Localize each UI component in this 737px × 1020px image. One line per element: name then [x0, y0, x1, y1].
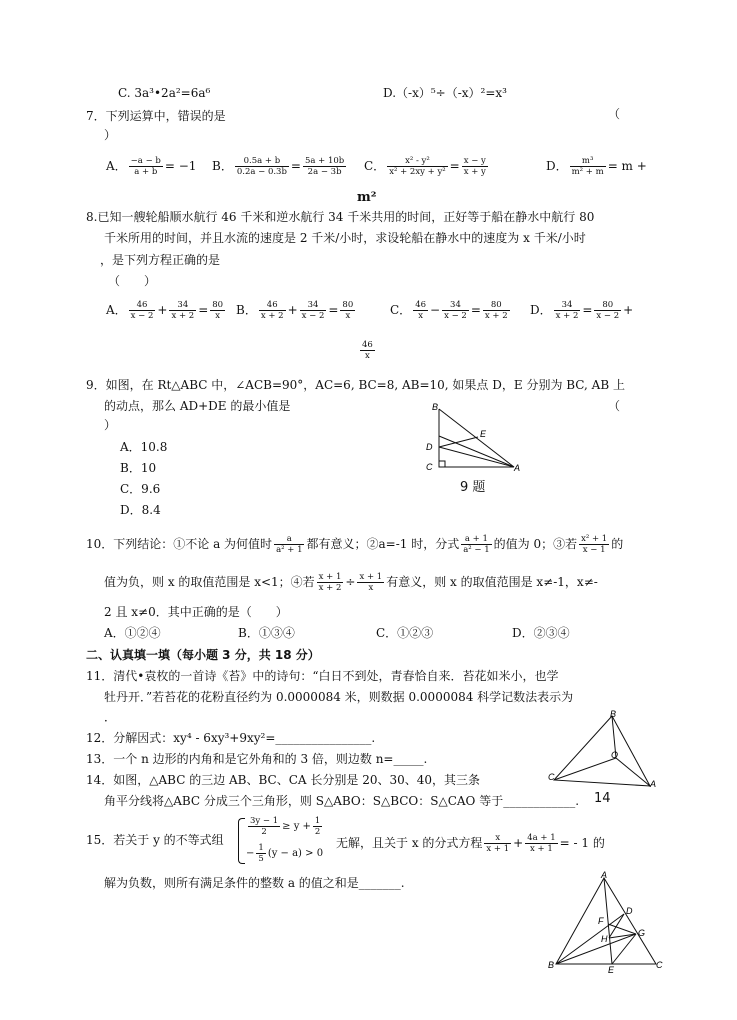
q14-number: 14	[594, 791, 611, 806]
q15-system-brace	[238, 818, 245, 864]
fig3-label-h: H	[601, 934, 608, 944]
q9-figure	[420, 400, 530, 475]
q9-label-b: B	[432, 402, 439, 412]
fig3-label-e: E	[608, 965, 615, 973]
q10-option-c: C．①②③	[376, 626, 434, 640]
q12-blank: ________________	[275, 731, 372, 745]
q12: 12．分解因式：xy⁴ - 6xy³+9xy²=________________.	[86, 731, 376, 745]
q14-label-a: A	[650, 779, 657, 788]
q15-line1-pre: 15．若关于 y 的不等式组	[86, 833, 224, 847]
q10-line2: 值为负，则 x 的取值范围是 x<1；④若 $\frac{x + 1}{x + 2}$ ÷ $\frac{x + 1}{x}$ 有意义，则 x 的取值范围是 x≠-1，x≠-	[104, 572, 598, 593]
q6-option-d: D.（-x）⁵÷（-x）²=x³	[383, 86, 507, 100]
q8-line2: 千米所用的时间，并且水流的速度是 2 千米/小时，求设轮船在静水中的速度为 x 千米/小时	[104, 231, 586, 245]
q7-option-b: B． $\frac{0.5a + b}{0.2a - 0.3b}$ = $\frac{5a + 10b}{2a - 3b}$	[212, 156, 345, 177]
q7-bracket-right: ）	[104, 128, 117, 142]
q13: 13．一个 n 边形的内角和是它外角和的 3 倍，则边数 n=_____.	[86, 752, 428, 766]
q9-caption: 9 题	[460, 480, 486, 495]
q8-option-d-tail: $\frac{46}{x}$	[362, 340, 373, 361]
q7-option-d: D． $\frac{\text{m³}}{\text{m² + m}}$ = m +	[546, 156, 647, 177]
q8-line1: 8.已知一艘轮船顺水航行 46 千米和逆水航行 34 千米共用的时间，正好等于船在静水中航行 80	[86, 210, 595, 224]
q14-label-b: B	[610, 709, 617, 719]
q8-bracket: （ ）	[108, 274, 157, 288]
q11-line1: 11．清代•袁枚的一首诗《苔》中的诗句：“白日不到处，青春恰自来．苔花如米小，也学	[86, 669, 559, 683]
q15-system-row2: − $\frac{1}{5}$ (y − a) > 0	[246, 843, 324, 864]
section-2-heading: 二、认真填一填（每小题 3 分，共 18 分）	[86, 648, 320, 662]
q9-line1: 9．如图，在 Rt△ABC 中，∠ACB=90°，AC=6, BC=8, AB=10, 如果点 D，E 分别为 BC, AB 上	[86, 378, 625, 392]
q14-line1: 14．如图，△ABC 的三边 AB、BC、CA 长分别是 20、30、40，其三条	[86, 773, 481, 787]
q14-label-c: C	[548, 772, 555, 782]
q8-option-b: B． $\frac{46}{x + 2}$ + $\frac{34}{x - 2}$ = $\frac{80}{x}$	[236, 300, 354, 321]
q9-option-b: B．10	[120, 461, 157, 475]
q10-option-b: B．①③④	[238, 626, 295, 640]
q14-figure	[540, 708, 660, 788]
q10-option-d: D．②③④	[512, 626, 570, 640]
q10-line3: 2 且 x≠0．其中正确的是（ ）	[104, 605, 288, 619]
fig3-label-c: C	[656, 960, 663, 970]
q9-label-e: E	[480, 429, 487, 439]
q15-line1-post: 无解，且关于 x 的分式方程 $\frac{x}{x + 1}$ + $\frac{4a + 1}{x + 1}$ = - 1 的	[336, 833, 605, 854]
q15-blank: _______	[358, 876, 401, 890]
fig3-label-b: B	[548, 960, 555, 970]
q11-line3: ．	[104, 710, 117, 724]
fig3-label-g: G	[638, 928, 646, 938]
q10-option-a: A．①②④	[104, 626, 161, 640]
q9-line2: 的动点，那么 AD+DE 的最小值是	[104, 399, 291, 413]
q14-blank: ____________	[503, 794, 576, 808]
fig3-label-d: D	[626, 906, 633, 916]
q9-option-a: A．10.8	[120, 440, 168, 454]
fig3-label-a: A	[601, 870, 608, 880]
q8-option-a: A． $\frac{46}{x - 2}$ + $\frac{34}{x + 2}$ = $\frac{80}{x}$	[106, 300, 224, 321]
q7-option-a: A． $\frac{-a - b}{a + b}$ = −1	[106, 156, 197, 177]
q9-label-a: A	[514, 463, 521, 473]
q7-stem: 7．下列运算中，错误的是	[86, 109, 226, 123]
q14-label-o: O	[611, 750, 619, 760]
q9-label-c: C	[426, 462, 433, 472]
q7-bracket-left: （	[608, 107, 621, 121]
q9-option-d: D．8.4	[120, 503, 161, 517]
q8-option-c: C． $\frac{46}{x}$ − $\frac{34}{x - 2}$ = $\frac{80}{x + 2}$	[390, 300, 508, 321]
q6-option-c: C. 3a³•2a²=6a⁶	[118, 86, 211, 100]
q8-option-d: D． $\frac{34}{x + 2}$ = $\frac{80}{x - 2}$ +	[530, 300, 634, 321]
q15-area-figure	[540, 868, 670, 973]
q9-bracket-left: （	[608, 399, 621, 413]
q7-option-d-tail: m²	[357, 190, 377, 205]
q15-line2: 解为负数，则所有满足条件的整数 a 的值之和是_______.	[104, 876, 405, 890]
q9-bracket-right: ）	[104, 418, 117, 432]
q10-line1: 10．下列结论：①不论 a 为何值时 $\frac{a}{\text{a² + 1}}$ 都有意义；②a=-1 时，分式 $\frac{a + 1}{\text{a² − 1}}$ 的值为 0；③若 $\frac{\text{x² + 1}}{x - 1}$ 的	[86, 534, 624, 555]
q13-blank: _____	[393, 752, 424, 766]
q14-line2: 角平分线将△ABC 分成三个三角形，则 S△ABO：S△BCO：S△CAO 等于____________.	[104, 794, 580, 808]
q15-system-row1: $\frac{3y - 1}{2}$ ≥ y + $\frac{1}{2}$	[250, 816, 321, 837]
fig3-label-f: F	[598, 916, 604, 926]
q9-option-c: C．9.6	[120, 482, 161, 496]
q9-label-d: D	[426, 442, 433, 452]
q11-line2: 牡丹开．”若苔花的花粉直径约为 0.0000084 米，则数据 0.0000084 科学记数法表示为	[104, 690, 574, 704]
q7-option-c: C． $\frac{\text{x² - y²}}{\text{x² + 2xy + y²}}$ = $\frac{x - y}{x + y}$	[364, 156, 486, 177]
q8-line3: ，是下列方程正确的是	[100, 253, 221, 267]
